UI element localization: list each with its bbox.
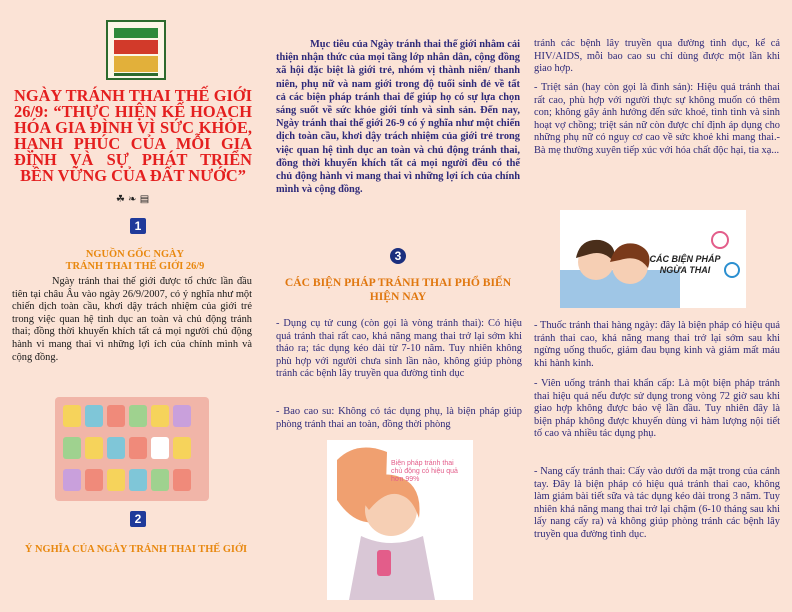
couple-caption: CÁC BIỆN PHÁP NGỪA THAI	[649, 254, 721, 275]
poster-illustration	[327, 440, 473, 600]
page-title: NGÀY TRÁNH THAI THẾ GIỚI 26/9: “THỰC HIỆN KẾ HOẠCH HÓA GIA ĐÌNH VÌ SỨC KHỎE, HẠNH PHÚC CỦA MỖI GIA ĐÌNH VÀ SỰ PHÁT TRIỂN BỀN VỮNG CỦA ĐẤT NƯỚC”	[14, 86, 252, 185]
section-title-origin-line1: NGUỒN GỐC NGÀY	[85, 249, 185, 260]
paragraph-daily-pill: - Thuốc tránh thai hàng ngày: đây là biện pháp có hiệu quả tránh thai cao, khả năng mang thai trở lại sớm sau khi ngừng uống thuốc, giảm đau bụng kinh và giảm mất máu khi hành kinh.	[534, 320, 780, 369]
paragraph-condom: - Bao cao su: Không có tác dụng phụ, là biện pháp giúp phòng tránh thai an toàn, đồng thời phòng	[276, 406, 522, 430]
paragraph-origin: Ngày tránh thai thế giới được tổ chức lần đầu tiên tại châu Âu vào ngày 26/9/2007, có ý nghĩa như một chiến dịch toàn cầu, khơi dậy trách nhiệm của giới trẻ trong việc quan hệ tình dục an toàn và chủ động tránh thai; đồng thời khuyến khích tất cả mọi người chủ động hành vi mang thai vì những lợi ích của chính mình và cộng đồng.	[12, 276, 252, 363]
logo-band-red	[114, 40, 158, 54]
logo-band-green	[114, 28, 158, 38]
logo-band-yellow	[114, 56, 158, 72]
paragraph-purpose: Mục tiêu của Ngày tránh thai thế giới nhằm cải thiện nhận thức của mọi tầng lớp nhân dân, cộng đồng xã hội đặc biệt là giới trẻ, nhóm vị thành niên/ thanh niên, phụ nữ và nam giới trong độ tuổi sinh đẻ về tất cả các biện pháp tránh thai để giúp họ có sự lựa chọn sáng suốt về sức khỏe giới tính và sinh sản. Đến nay, Ngày tránh thai thế giới 26-9 có ý nghĩa như một chiến dịch toàn cầu, khơi dậy trách nhiệm của giới trẻ trong việc quan hệ tình dục an toàn và chủ động tránh thai, đồng thời khuyến khích tất cả mọi người đều có thể chủ động hành vi mang thai vì những lợi ích của chính mình và cộng đồng.	[276, 39, 520, 196]
paragraph-emergency-pill: - Viên uống tránh thai khẩn cấp: Là một biện pháp tránh thai hiệu quả nếu được sử dụng trong vòng 72 giờ sau khi giao hợp không được bảo vệ lần đầu. Tuy nhiên đây là biện pháp không được khuyến dùng vì hàm lượng nội tiết tố cao và nhiều tác dụng phụ.	[534, 378, 780, 440]
section-number-2: 2	[130, 511, 146, 527]
paragraph-implant: - Nang cấy tránh thai: Cấy vào dưới da mặt trong của cánh tay. Đây là biện pháp có hiệu quả tránh thai cao, không làm giảm bài tiết sữa và tác dụng kéo dài trong 3 năm. Tuy nhiên khả năng mang thai trở lại chậm (6-10 tháng sau khi lấy nang cấy ra) và không giúp phòng tránh các bệnh lây truyền qua đường tình dục.	[534, 466, 780, 540]
section-title-origin-line2: TRÁNH THAI THẾ GIỚI 26/9	[65, 261, 205, 272]
couple-illustration	[560, 210, 746, 308]
paragraph-iud: - Dụng cụ tử cung (còn gọi là vòng tránh thai): Có hiệu quả tránh thai rất cao, khả năng mang thai trở lại sớm khi tháo ra; tác dụng kéo dài từ 7-10 năm. Tuy nhiên không phù hợp với người chưa sinh lần nào, không giúp phòng tránh các bệnh lây truyền qua đường tình dục	[276, 318, 522, 380]
poster-text: Biện pháp tránh thai chủ động có hiệu quả hơn 99%	[391, 460, 458, 483]
section-number-1: 1	[130, 218, 146, 234]
section-title-purpose: Ý NGHĨA CỦA NGÀY TRÁNH THAI THẾ GIỚI	[24, 544, 248, 555]
section-title-origin	[20, 249, 250, 273]
section-title-methods: CÁC BIỆN PHÁP TRÁNH THAI PHỔ BIẾN HIỆN NAY	[284, 276, 512, 303]
logo-base	[114, 73, 158, 76]
paragraph-condom-cont: tránh các bệnh lây truyền qua đường tình dục, kể cả HIV/AIDS, mỗi bao cao su chỉ dùng được một lần khi giao hợp.	[534, 38, 780, 75]
paragraph-sterilization: - Triệt sản (hay còn gọi là đình sản): Hiệu quả tránh thai rất cao, phù hợp với người thực sự không muốn có thêm con; không gây ảnh hưởng đến sức khoẻ, tình tình và sinh hoạt vợ chồng; triệt sản nữ còn được chỉ định áp dụng cho những phụ nữ có nguy cơ cao về sức khoẻ khi mang thai.- Bà mẹ thường xuyên tiếp xúc với hóa chất độc hại, tia xạ...	[534, 82, 780, 156]
decorative-icons: ☘ ❧ ▤	[116, 194, 150, 205]
section-number-3: 3	[390, 248, 406, 264]
logo	[106, 20, 166, 80]
contraceptives-illustration	[55, 397, 209, 501]
